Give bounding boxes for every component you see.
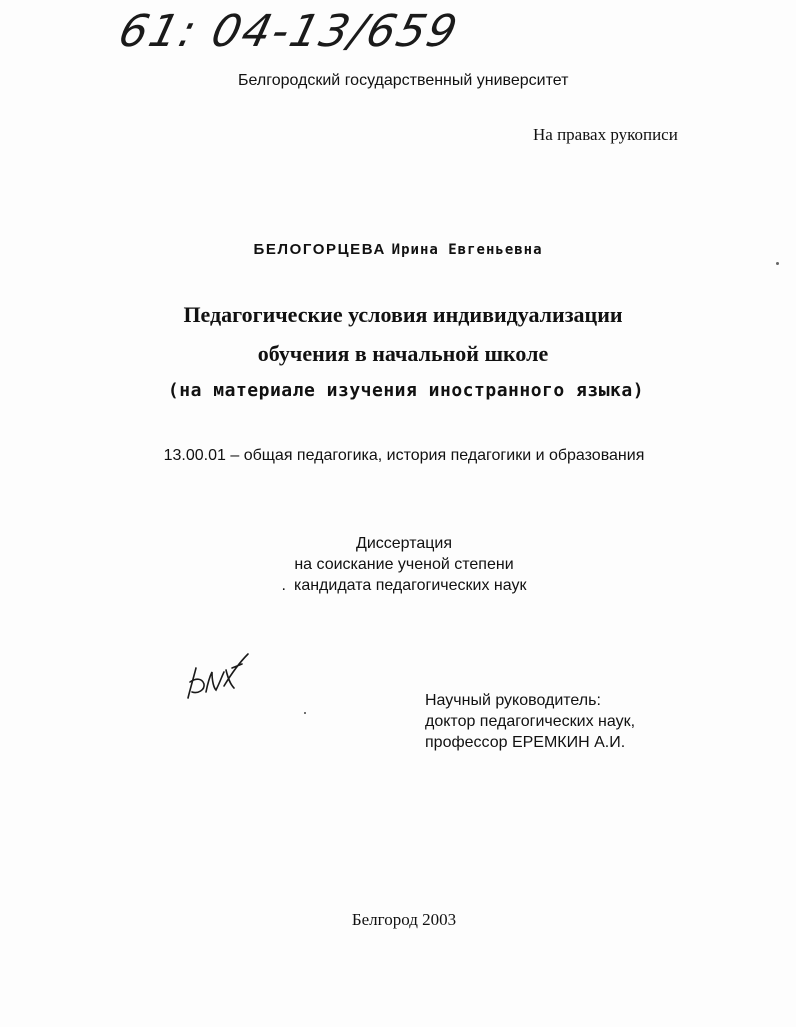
title-line-3: (на материале изучения иностранного языка) (167, 380, 645, 401)
author-surname: БЕЛОГОРЦЕВА (253, 241, 386, 258)
scan-speck-edge (776, 262, 779, 265)
manuscript-rights-note: На правах рукописи (533, 125, 678, 144)
degree-name-text: кандидата педагогических наук (293, 577, 527, 594)
advisor-label: Научный руководитель: (425, 692, 601, 709)
author-given-names: Ирина Евгеньевна (391, 242, 543, 258)
degree-name (0, 577, 796, 595)
dissertation-label: Диссертация (355, 535, 453, 552)
author-name (0, 241, 796, 258)
advisor-name: профессор ЕРЕМКИН А.И. (425, 734, 626, 751)
title-line-2: обучения в начальной школе (257, 341, 549, 366)
archive-code-handwritten: 61: 04-13/659 (113, 6, 464, 57)
advisor-degree: доктор педагогических наук, (425, 713, 636, 730)
scan-speck (304, 712, 306, 714)
university-name: Белгородский государственный университет (238, 72, 569, 89)
stray-dot: . (281, 577, 286, 594)
city-year: Белгород 2003 (351, 910, 457, 929)
title-line-1: Педагогические условия индивидуализации (183, 302, 623, 327)
specialty-code: 13.00.01 – общая педагогика, история педагогики и образования (163, 447, 645, 464)
degree-purpose: на соискание ученой степени (294, 556, 514, 573)
signature-scribble (182, 648, 254, 706)
